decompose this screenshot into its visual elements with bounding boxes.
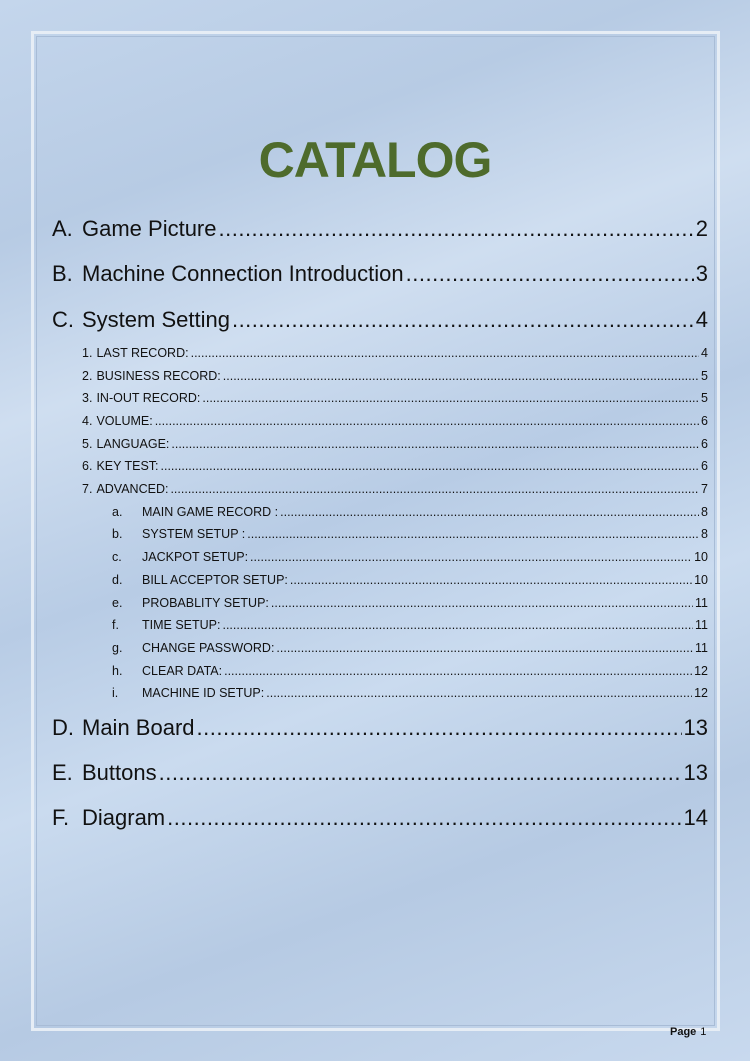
toc-entry-in-out-record[interactable] <box>82 389 708 407</box>
toc-entry-page: 6 <box>701 414 708 428</box>
toc-entry-game-picture[interactable] <box>52 214 708 244</box>
toc-entry-page: 14 <box>683 805 708 830</box>
toc-entry-text: MAIN GAME RECORD : <box>142 505 279 519</box>
toc-entry-number: B. <box>52 261 73 286</box>
catalog-title: CATALOG <box>258 132 492 188</box>
toc-entry-change-password[interactable] <box>112 639 708 657</box>
toc-entry-text: KEY TEST: <box>96 459 159 473</box>
toc-entry-clear-data[interactable] <box>112 662 708 680</box>
footer-page-label: Page <box>670 1026 697 1038</box>
toc-entry-page: 7 <box>701 482 708 496</box>
toc-entry-text: IN-OUT RECORD: <box>96 391 201 405</box>
toc-entry-page: 12 <box>694 686 708 700</box>
leader-dots <box>159 758 682 788</box>
toc-entry-machine-connection[interactable] <box>52 259 708 289</box>
toc-entry-bill-acceptor-setup[interactable] <box>112 571 708 589</box>
toc-entry-main-game-record[interactable] <box>112 503 708 521</box>
leader-dots <box>197 713 682 743</box>
toc-entry-page: 10 <box>694 550 708 564</box>
leader-dots <box>271 594 693 612</box>
toc-entry-number: d. <box>112 573 123 587</box>
toc-entry-number: f. <box>112 618 119 632</box>
leader-dots <box>232 305 694 335</box>
toc-entry-number: 7. <box>82 482 93 496</box>
toc-entry-page: 11 <box>695 596 708 610</box>
toc-entry-number: 1. <box>82 346 93 360</box>
leader-dots <box>222 616 693 634</box>
toc-entry-text: Machine Connection Introduction <box>82 261 404 286</box>
leader-dots <box>219 214 694 244</box>
toc-entry-page: 3 <box>695 261 708 286</box>
leader-dots <box>406 259 694 289</box>
toc-entry-text: Buttons <box>82 760 157 785</box>
toc-entry-key-test[interactable] <box>82 457 708 475</box>
toc-entry-number: 4. <box>82 414 93 428</box>
toc-entry-text: LANGUAGE: <box>96 437 170 451</box>
toc-entry-page: 8 <box>701 505 708 519</box>
toc-entry-text: CLEAR DATA: <box>142 664 223 678</box>
leader-dots <box>276 639 693 657</box>
toc-entry-text: Diagram <box>82 805 166 830</box>
toc-entry-page: 4 <box>695 307 708 332</box>
toc-entry-business-record[interactable] <box>82 367 708 385</box>
toc-entry-number: 5. <box>82 437 93 451</box>
toc-entry-number: 2. <box>82 369 93 383</box>
footer-page-number: 1 <box>700 1026 707 1038</box>
toc-entry-page: 8 <box>701 527 708 541</box>
leader-dots <box>155 412 699 430</box>
toc-entry-number: D. <box>52 715 74 740</box>
leader-dots <box>290 571 692 589</box>
toc-entry-page: 11 <box>695 618 708 632</box>
toc-entry-page: 12 <box>694 664 708 678</box>
leader-dots <box>224 662 692 680</box>
toc-entry-jackpot-setup[interactable] <box>112 548 708 566</box>
toc-entry-page: 5 <box>701 369 708 383</box>
toc-entry-page: 13 <box>683 715 708 740</box>
leader-dots <box>191 344 699 362</box>
leader-dots <box>202 389 699 407</box>
leader-dots <box>167 803 681 833</box>
toc-entry-machine-id-setup[interactable] <box>112 684 708 702</box>
leader-dots <box>223 367 699 385</box>
toc-entry-text: Game Picture <box>82 216 217 241</box>
toc-entry-number: E. <box>52 760 73 785</box>
toc-entry-system-setting[interactable] <box>52 305 708 335</box>
toc-entry-number: F. <box>52 805 70 830</box>
toc-entry-number: C. <box>52 307 74 332</box>
toc-entry-time-setup[interactable] <box>112 616 708 634</box>
leader-dots <box>250 548 692 566</box>
toc-entry-page: 6 <box>701 437 708 451</box>
toc-entry-advanced[interactable] <box>82 480 708 498</box>
toc-entry-number: 6. <box>82 459 93 473</box>
toc-entry-text: ADVANCED: <box>96 482 169 496</box>
page-footer <box>670 1026 706 1038</box>
toc-entry-last-record[interactable] <box>82 344 708 362</box>
toc-entry-language[interactable] <box>82 435 708 453</box>
toc-entry-page: 11 <box>695 641 708 655</box>
toc-entry-diagram[interactable] <box>52 803 708 833</box>
toc-entry-page: 10 <box>694 573 708 587</box>
toc-entry-number: e. <box>112 596 123 610</box>
toc-entry-text: SYSTEM SETUP : <box>142 527 246 541</box>
leader-dots <box>170 480 699 498</box>
toc-entry-page: 4 <box>701 346 708 360</box>
toc-entry-text: Main Board <box>82 715 195 740</box>
toc-entry-page: 13 <box>683 760 708 785</box>
toc-entry-number: c. <box>112 550 122 564</box>
toc-entry-text: VOLUME: <box>96 414 153 428</box>
toc-entry-number: h. <box>112 664 123 678</box>
toc-entry-buttons[interactable] <box>52 758 708 788</box>
leader-dots <box>266 684 692 702</box>
toc-entry-text: CHANGE PASSWORD: <box>142 641 275 655</box>
leader-dots <box>161 457 700 475</box>
leader-dots <box>280 503 699 521</box>
toc-entry-text: TIME SETUP: <box>142 618 221 632</box>
toc-entry-text: PROBABLITY SETUP: <box>142 596 269 610</box>
toc-entry-probablity-setup[interactable] <box>112 594 708 612</box>
toc-entry-main-board[interactable] <box>52 713 708 743</box>
toc-entry-number: a. <box>112 505 123 519</box>
toc-entry-system-setup[interactable] <box>112 525 708 543</box>
toc-entry-page: 6 <box>701 459 708 473</box>
toc-entry-text: JACKPOT SETUP: <box>142 550 249 564</box>
toc-entry-volume[interactable] <box>82 412 708 430</box>
toc-entry-text: MACHINE ID SETUP: <box>142 686 265 700</box>
toc-entry-text: BILL ACCEPTOR SETUP: <box>142 573 288 587</box>
leader-dots <box>247 525 699 543</box>
toc-entry-number: 3. <box>82 391 93 405</box>
toc-entry-number: i. <box>112 686 119 700</box>
leader-dots <box>171 435 699 453</box>
toc-entry-page: 2 <box>695 216 708 241</box>
toc-entry-text: BUSINESS RECORD: <box>96 369 221 383</box>
toc-entry-page: 5 <box>701 391 708 405</box>
toc-entry-text: LAST RECORD: <box>96 346 189 360</box>
toc-entry-text: System Setting <box>82 307 230 332</box>
toc-entry-number: g. <box>112 641 123 655</box>
toc-entry-number: A. <box>52 216 73 241</box>
toc-entry-number: b. <box>112 527 123 541</box>
